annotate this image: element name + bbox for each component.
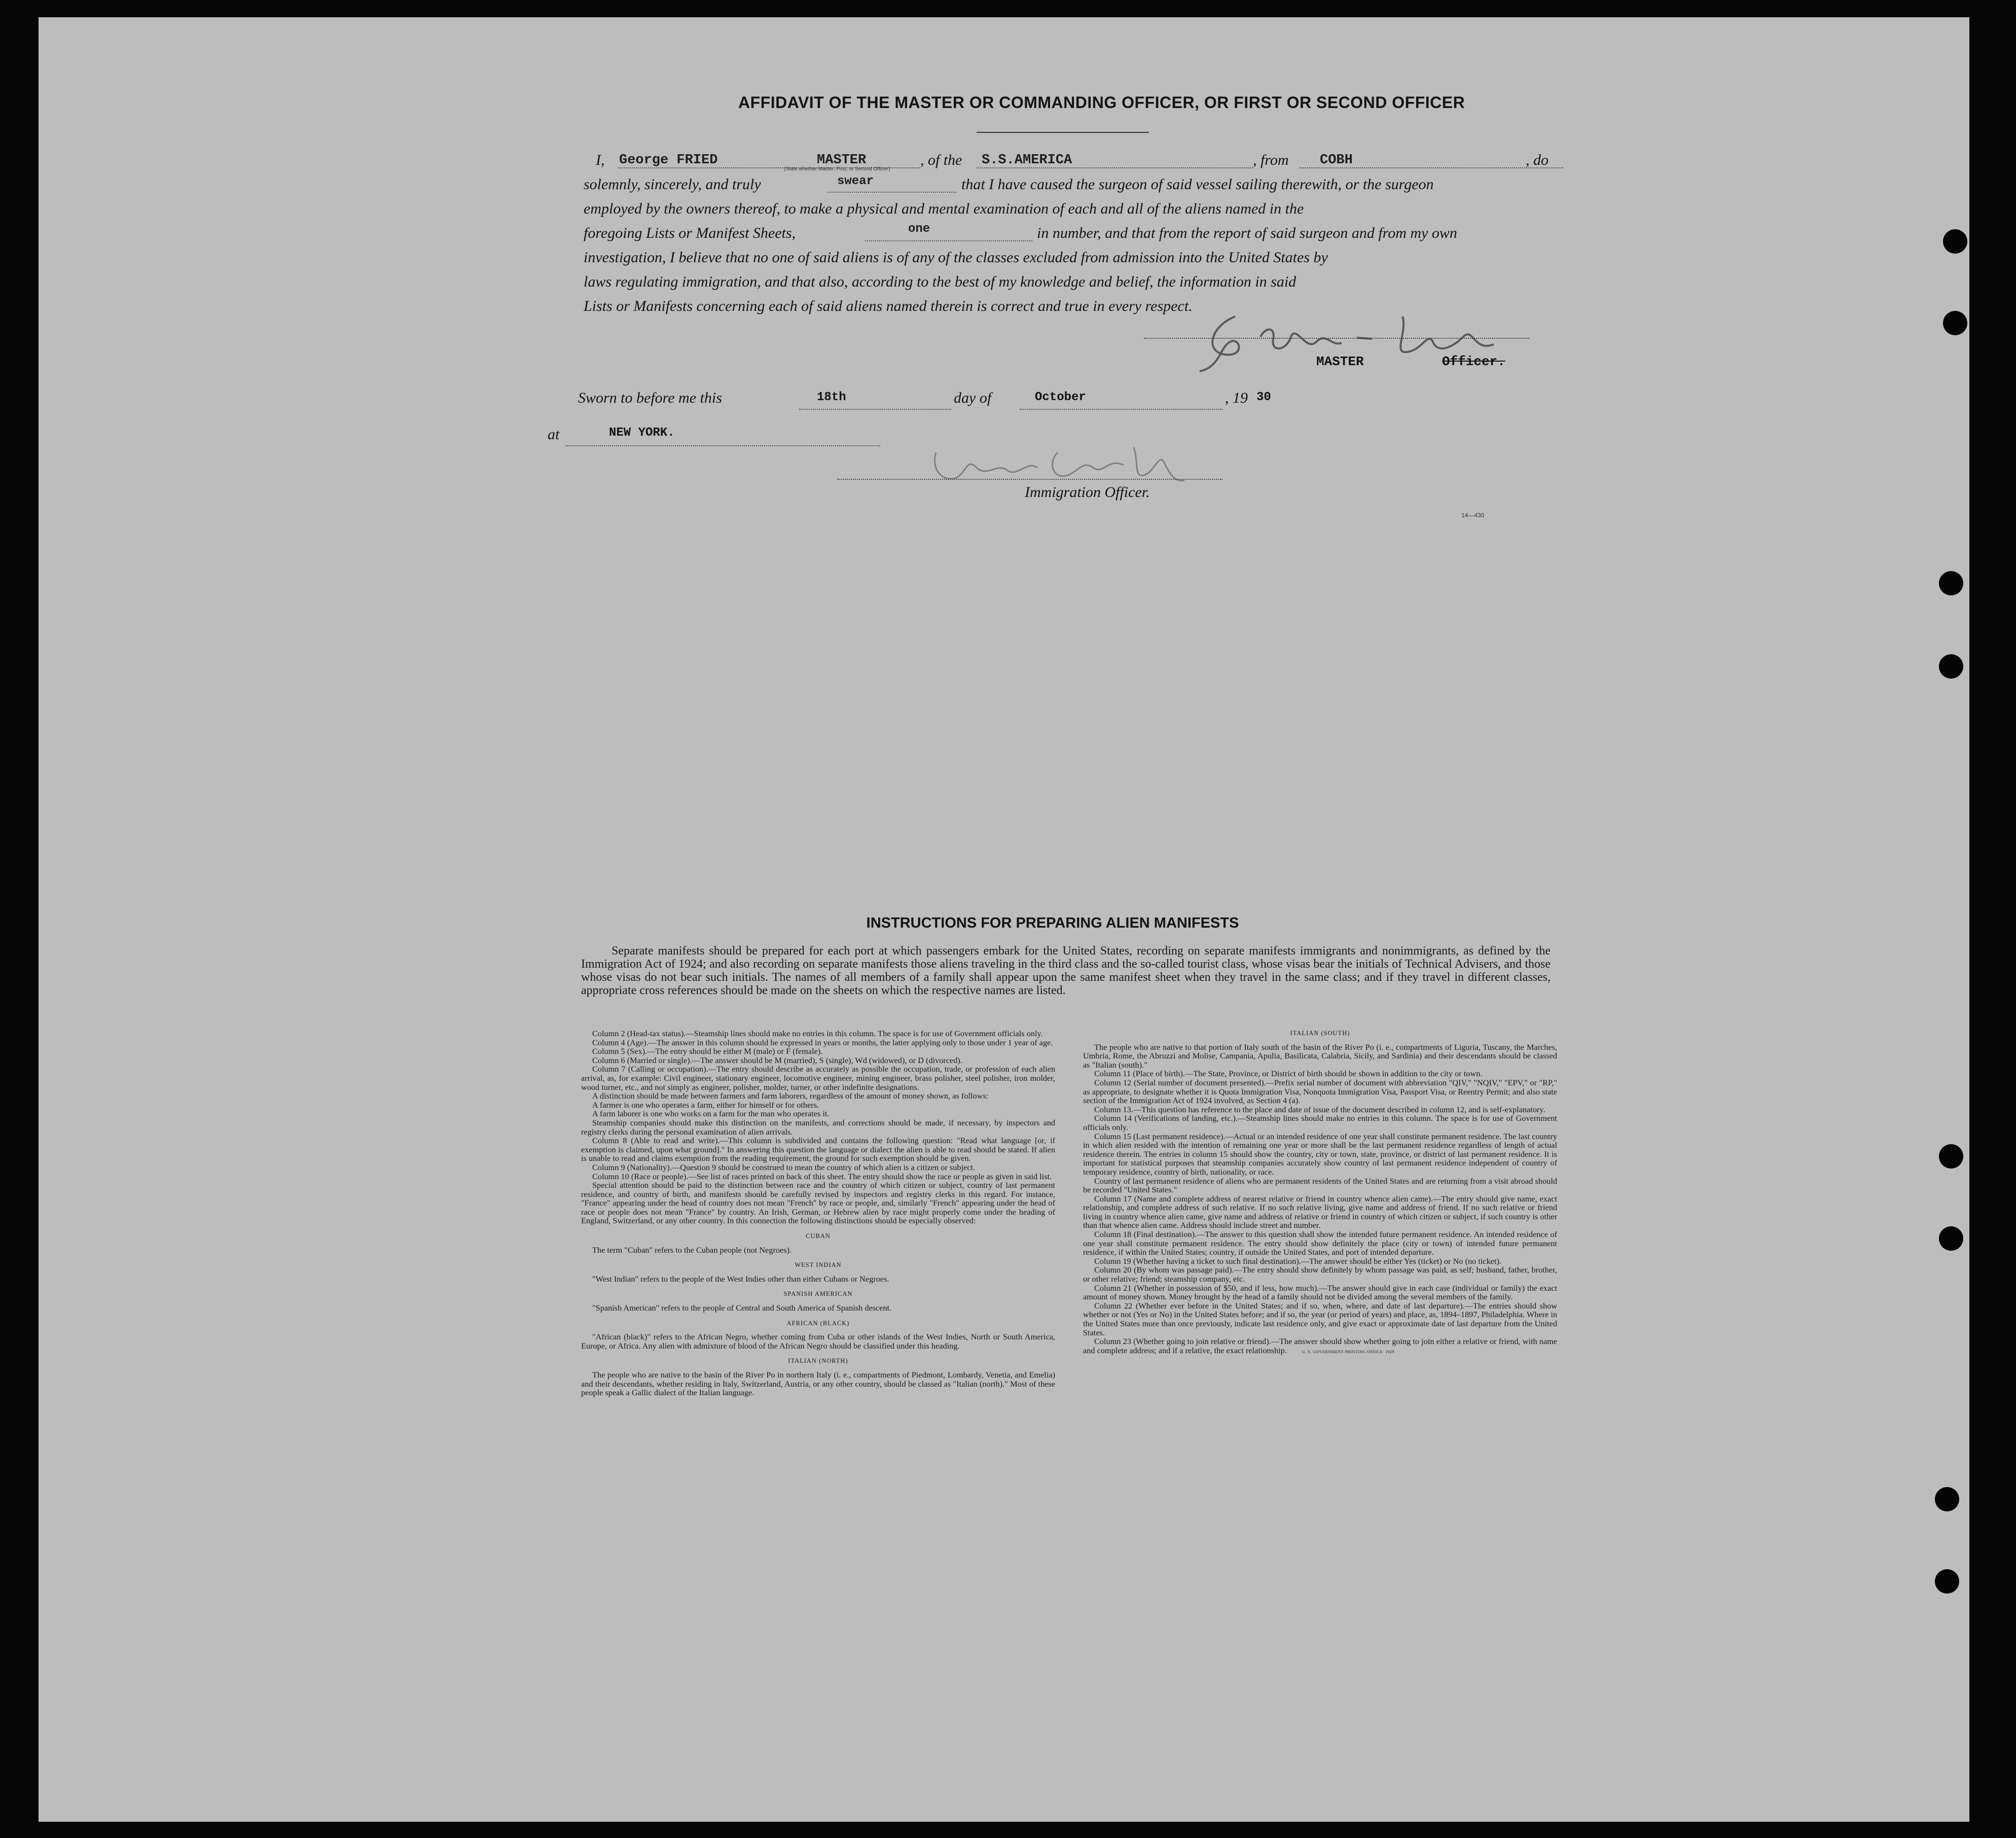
instruction-paragraph: Column 5 (Sex).—The entry should be either M (male) or F (female). <box>592 1046 823 1056</box>
manifest-sheet <box>39 17 1969 1822</box>
section-heading-spanish-american: SPANISH AMERICAN <box>783 1290 853 1298</box>
day-of-text: day of <box>954 390 992 406</box>
instruction-paragraph: Column 7 (Calling or occupation).—The entry should describe as accurately as possible the occupation, trade, or profession of each alien arrival, as, for example: Civil engineer, stationary engineer, locomotive engineer, mining engineer, brass polisher, steel polisher, iron molder, wood turner, etc., and not simply as engineer, polisher, molder, turner, or other indefinite designations. <box>581 1064 1055 1092</box>
instruction-paragraph: Column 10 (Race or people).—See list of races printed on back of this sheet. The entry should show the race or people as given in said list. <box>592 1171 1052 1181</box>
rank-note: (State whether Master, First, or Second Officer) <box>784 166 890 172</box>
instruction-paragraph: Column 4 (Age).—The answer in this column should be expressed in years or months, the latter applying only to those under 1 year of age. <box>592 1037 1053 1047</box>
binder-hole <box>1943 229 1967 254</box>
last-instruction: Column 23 (Whether going to join relative or friend).—The answer should show whether going to join either a relative or friend, with name and complete address; and if a relative, the exact relationship. <box>1083 1336 1557 1355</box>
affidavit-body <box>584 148 1552 319</box>
instruction-paragraph: Column 17 (Name and complete address of nearest relative or friend in country whence alien came).—The entry should give name, exact relationship, and complete address of such relative. If no such relative living, give name and address of friend. If no such relative or friend living in country whence alien came, give name and address of relative or friend in country of which citizen or subject, if such country is other than that whence alien came. Address should include street and number. <box>1083 1193 1557 1230</box>
instruction-paragraph: The people who are native to that portion of Italy south of the basin of the River Po (i. e., compartments of Liguria, Tuscany, the Marches, Umbria, Rome, the Abruzzi and Molise, Campania, Apulia, Basilicata, Calabria, Sicily, and Sardinia) and their descendants should be classed as "Italian (south)." <box>1083 1042 1557 1070</box>
place-rule <box>566 445 880 446</box>
affidavit-line-2 <box>584 172 1552 197</box>
instruction-paragraph: Column 14 (Verifications of landing, etc.).—Steamship lines should make no entries in this column. The space is for use of Government officials only. <box>1083 1113 1557 1132</box>
instruction-paragraph: Column 12 (Serial number of document presented).—Prefix serial number of document with abbreviation "QIV," "NQIV," "EPV," or "RP," as appropriate, to designate whether it is Quota Immigration Visa, Nonquota Immigration Visa, Passport Visa, or Reentry Permit; and also state section of the Immigration Act of 1924 involved, as Section 4 (a). <box>1083 1077 1557 1106</box>
affidavit-line-1 <box>584 148 1552 172</box>
master-rank: MASTER <box>817 153 867 168</box>
instruction-paragraph: "Spanish American" refers to the people of Central and South America of Spanish descent. <box>592 1303 892 1313</box>
count-rule <box>865 240 1032 241</box>
binder-hole <box>1943 311 1967 335</box>
instruction-paragraph: Column 22 (Whether ever before in the United States; and if so, when, where, and date of last departure).—The entries should show whether or not (Yes or No) in the United States before; and if so, the year (or period of years) and place, as, 1894–1897, Philadelphia. Where in the United States more than once previously, indicate last residence only, and give exact or approximate date of last departure from the United States. <box>1083 1300 1557 1337</box>
binder-hole <box>1939 1144 1963 1169</box>
sworn-year: 30 <box>1256 391 1271 404</box>
instruction-paragraph: The term "Cuban" refers to the Cuban people (not Negroes). <box>592 1245 792 1255</box>
instruction-paragraph: Column 2 (Head-tax status).—Steamship lines should make no entries in this column. The space is for use of Government officials only. <box>592 1029 1043 1038</box>
embark-port: COBH <box>1320 153 1353 168</box>
instructions-left-column <box>581 1029 1055 1397</box>
instruction-paragraph: Column 13.—This question has reference to the place and date of issue of the document described in column 12, and is self-explanatory. <box>1094 1104 1545 1114</box>
instruction-paragraph: "West Indian" refers to the people of the West Indies other than either Cubans or Negroes. <box>592 1274 889 1284</box>
affidavit-do: , do <box>1526 152 1549 168</box>
instruction-paragraph: Column 15 (Last permanent residence).—Actual or an intended residence of one year shall constitute permanent residence. The last country in which alien resided with the intention of remaining one year or more shall be the last permanent residence regardless of length of actual residence therein. The entries in column 15 should show the country, city or town, state, province, or district of last permanent residence. It is important for statistical purposes that steamship companies accurately show country of last permanent residence independent of country of temporary residence, country of birth, nationality, or race. <box>1083 1131 1557 1177</box>
affidavit-line-4-post: in number, and that from the report of said surgeon and from my own <box>1037 225 1457 241</box>
section-heading-cuban: CUBAN <box>806 1232 831 1240</box>
alien-count: one <box>908 222 930 236</box>
oath-verb: swear <box>837 174 874 188</box>
title-rule <box>977 132 1149 133</box>
instructions-title: INSTRUCTIONS FOR PREPARING ALIEN MANIFESTS <box>866 915 1239 931</box>
binder-hole <box>1939 1226 1963 1251</box>
affidavit-line-2-post: that I have caused the surgeon of said vessel sailing therewith, or the surgeon <box>961 176 1434 193</box>
affidavit-of-the: , of the <box>920 152 962 168</box>
affidavit-title: AFFIDAVIT OF THE MASTER OR COMMANDING OFFICER, OR FIRST OR SECOND OFFICER <box>738 93 1465 112</box>
affidavit-line-7: Lists or Manifests concerning each of said aliens named therein is correct and true in every respect. <box>584 298 1193 314</box>
sworn-month: October <box>1035 391 1086 404</box>
instruction-paragraph: Column 21 (Whether in possession of $50, and if less, how much).—The answer should give in each case (individual or family) the exact amount of money shown. Money brought by the head of a family should not be divided among the several members of the family. <box>1083 1283 1557 1302</box>
instructions-right-column <box>1083 1029 1557 1356</box>
instruction-paragraph: A farmer is one who operates a farm, either for himself or for others. <box>592 1100 819 1110</box>
binder-hole <box>1935 1487 1959 1511</box>
instructions-intro: Separate manifests should be prepared for each port at which passengers embark for the United States, recording on separate manifests immigrants and nonimmigrants, as defined by the Immigration Act of 1924; and also recording on separate manifests those aliens traveling in the third class and the so-called tourist class, whose visas bear the initials of Technical Advisers, and those whose visas do not bear such initials. The names of all members of a family shall appear upon the same manifest sheet when they travel in the same class; and if they travel in different classes, appropriate cross references should be made on the sheets on which the respective names are listed. <box>581 944 1551 997</box>
affidavit-line-5: investigation, I believe that no one of said aliens is of any of the classes excluded from admission into the United States by <box>584 249 1328 266</box>
officer-caption: Immigration Officer. <box>1025 484 1150 501</box>
affidavit-line-6: laws regulating immigration, and that also, according to the best of my knowledge and belief, the information in said <box>584 273 1297 290</box>
instruction-paragraph: Column 6 (Married or single).—The answer should be M (married), S (single), Wd (widowed), or D (divorced). <box>592 1055 962 1065</box>
instruction-paragraph: Column 8 (Able to read and write).—This column is subdivided and contains the following question: "Read what language [or, if exemption is claimed, upon what ground]." In answering this question the language or dialect the alien is able to read should be stated. If alien is unable to read and claims exemption from the reading requirement, the ground for such exemption should be given. <box>581 1136 1055 1163</box>
master-name: George FRIED <box>619 153 718 168</box>
affidavit-line-3: employed by the owners thereof, to make a physical and mental examination of each and all of the aliens named in the <box>584 200 1304 217</box>
sworn-day: 18th <box>817 391 846 404</box>
instruction-paragraph: Steamship companies should make this distinction on the manifests, and corrections should be made, if necessary, by inspectors and registry clerks during the personal examination of alien arrivals. <box>581 1117 1055 1137</box>
instruction-paragraph: Column 11 (Place of birth).—The State, Province, or District of birth should be shown in addition to the city or town. <box>1094 1069 1483 1079</box>
section-heading-italian-north: ITALIAN (NORTH) <box>788 1357 848 1365</box>
year-prefix: , 19 <box>1225 390 1248 406</box>
officer-signature-line <box>837 479 1222 480</box>
binder-hole <box>1939 654 1963 679</box>
at-text: at <box>548 426 560 443</box>
section-heading-african: AFRICAN (BLACK) <box>786 1319 850 1327</box>
form-number: 14—430 <box>1461 512 1485 519</box>
instruction-paragraph: Column 18 (Final destination).—The answer to this question shall show the intended future permanent residence. An intended residence of one year shall constitute permanent residence. The entry should show definitely the place (city or town) of intended future permanent residence, if within the United States; country, if outside the United States, and port of intended departure. <box>1083 1229 1557 1257</box>
instruction-paragraph: Country of last permanent residence of aliens who are permanent residents of the United States and are returning from a visit abroad should be recorded "United States." <box>1083 1176 1557 1195</box>
day-rule <box>799 409 951 410</box>
month-rule <box>1020 409 1222 410</box>
printing-office-imprint: U. S. GOVERNMENT PRINTING OFFICE: 1929 <box>1302 1349 1395 1354</box>
instruction-paragraph: The people who are native to the basin of the River Po in northern Italy (i. e., compartments of Piedmont, Lombardy, Venetia, and Emelia) and their descendants, whether residing in Italy, Switzerland, Austria, or any other country, should be classed as "Italian (north)." Most of these people speak a Gallic dialect of the Italian language. <box>581 1370 1055 1398</box>
instruction-paragraph: Column 19 (Whether having a ticket to such final destination).—The answer should be either Yes (ticket) or No (no ticket). <box>1094 1256 1502 1266</box>
affidavit-i: I, <box>596 152 605 168</box>
instruction-paragraph <box>1083 1337 1557 1356</box>
instruction-paragraph: A farm laborer is one who works on a farm for the man who operates it. <box>592 1109 830 1119</box>
affidavit-line-4-pre: foregoing Lists or Manifest Sheets, <box>584 225 796 241</box>
signer-rank-struck: Officer. <box>1442 354 1505 369</box>
instruction-paragraph: "African (black)" refers to the African Negro, whether coming from Cuba or other islands of the West Indies, North or South America, Europe, or Africa. Any alien with admixture of blood of the African Negro should be classified under this heading. <box>581 1332 1055 1351</box>
sworn-text: Sworn to before me this <box>578 390 722 406</box>
instruction-paragraph: Special attention should be paid to the distinction between race and the country of which citizen or subject, country of last permanent residence, and country of birth, and manifests should be carefully revised by inspectors and registry clerks in this regard. For instance, "France" appearing under the head of country does not mean "French" by race or people, and, similarly "French" appearing under the head of race or people does not mean "France" by country. An Irish, German, or Hebrew alien by race might properly come under the heading of England, Switzerland, or any other country. In this connection the following distinctions should be especially observed: <box>581 1180 1055 1226</box>
vessel-name: S.S.AMERICA <box>982 153 1072 168</box>
instruction-paragraph: Column 20 (By whom was passage paid).—The entry should show definitely by whom passage was paid, as self; husband, father, brother, or other relative; friend; steamship company, etc. <box>1083 1265 1557 1284</box>
instruction-paragraph: A distinction should be made between farmers and farm laborers, regardless of the amount of money shown, as follows: <box>592 1091 989 1101</box>
section-heading-italian-south: ITALIAN (SOUTH) <box>1290 1030 1350 1037</box>
affidavit-line-2-pre: solemnly, sincerely, and truly <box>584 176 761 193</box>
affidavit-line-4 <box>584 221 1552 245</box>
section-heading-west-indian: WEST INDIAN <box>795 1261 842 1269</box>
affidavit-from: , from <box>1253 152 1289 168</box>
signer-rank: MASTER <box>1316 354 1364 369</box>
binder-hole <box>1939 571 1963 595</box>
instruction-paragraph: Column 9 (Nationality).—Question 9 should be construed to mean the country of which alien is a citizen or subject. <box>592 1162 976 1172</box>
sworn-place: NEW YORK. <box>609 426 675 440</box>
master-signature-line <box>1144 338 1529 339</box>
binder-hole <box>1935 1569 1959 1594</box>
